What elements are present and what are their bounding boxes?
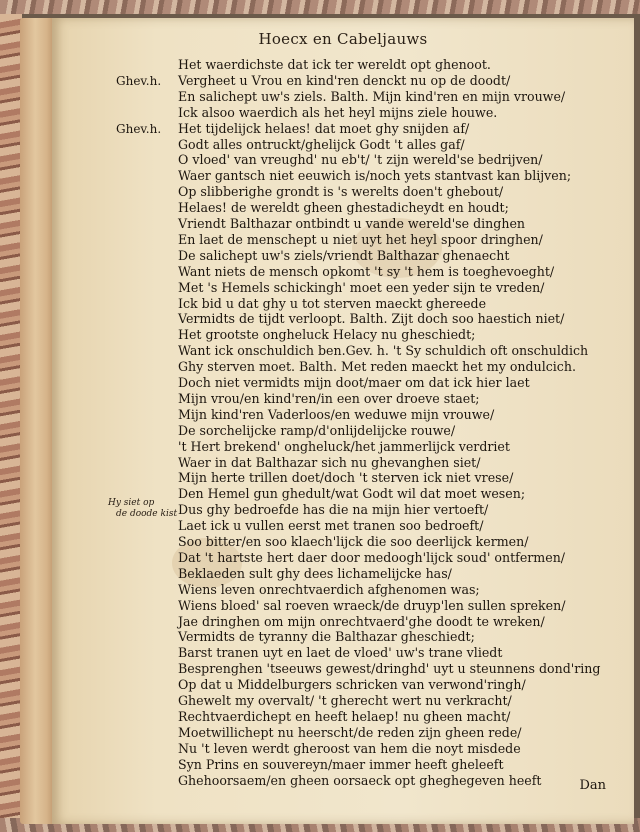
verse-text: Op dat u Middelburgers schricken van verwond'ringh/ <box>178 677 526 693</box>
verse-text: Het grootste ongheluck Helacy nu gheschiedt; <box>178 327 476 343</box>
verse-text: Waer gantsch niet eeuwich is/noch yets stantvast kan blijven; <box>178 168 572 184</box>
verse-text: Ghy sterven moet. Balth. Met reden maeckt het my ondulcich. <box>178 359 576 375</box>
verse-text: Het waerdichste dat ick ter wereldt opt ghenoot. <box>178 57 491 72</box>
verse-text: Ghewelt my overvalt/ 't gherecht wert nu verkracht/ <box>178 693 512 708</box>
verse-text: O vloed' van vreughd' nu eb't/ 't zijn wereld'se bedrijven/ <box>178 152 543 168</box>
verse-text: Want ick onschuldich ben.Gev. h. 't Sy schuldich oft onschuldich <box>178 343 589 359</box>
verse-text: Helaes! de wereldt gheen ghestadicheydt en houdt; <box>178 200 509 216</box>
verse-text: Vriendt Balthazar ontbindt u vande wereld'se dinghen <box>178 216 526 231</box>
verse-text: Ick bid u dat ghy u tot sterven maeckt ghereede <box>178 295 487 311</box>
speaker-label: Ghev.h. <box>116 73 162 88</box>
verse-text: Mijn herte trillen doet/doch 't sterven ick niet vrese/ <box>178 470 514 486</box>
verse-text: Mijn kind'ren Vaderloos/en weduwe mijn vrouwe/ <box>178 406 495 422</box>
verse-text: Waer in dat Balthazar sich nu ghevanghen siet/ <box>178 454 481 470</box>
verse-text: Soo bitter/en soo klaech'lijck die soo deerlijck kermen/ <box>178 534 529 549</box>
verse-text: En salichept uw's ziels. Balth. Mijn kind'ren en mijn vrouwe/ <box>178 88 566 104</box>
verse-text: Moetwillichept nu heerscht/de reden zijn gheen rede/ <box>178 724 522 740</box>
verse-line <box>52 772 634 790</box>
verse-text: Op slibberighe grondt is 's werelts doen't ghebout/ <box>178 184 504 200</box>
verse-text: Want niets de mensch opkomt 't sy 't hem is toeghevoeght/ <box>178 263 555 279</box>
verse-text: Beklaeden sult ghy dees lichamelijcke has/ <box>178 565 452 581</box>
verse-text: De salichept uw's ziels/vriendt Balthazar ghenaecht <box>178 247 510 263</box>
verse-text: Syn Prins en souvereyn/maer immer heeft gheleeft <box>178 756 504 772</box>
verse-text: Doch niet vermidts mijn doot/maer om dat ick hier laet <box>178 375 530 390</box>
verse-text: Wiens bloed' sal roeven wraeck/de druyp'len sullen spreken/ <box>178 597 566 613</box>
verse-text: Den Hemel gun ghedult/wat Godt wil dat moet wesen; <box>178 486 526 502</box>
verse-text: Met 's Hemels schickingh' moet een yeder sijn te vreden/ <box>178 279 545 295</box>
verse-text: De sorchelijcke ramp/d'onlijdelijcke rouwe/ <box>178 422 456 438</box>
verse-text: Nu 't leven werdt gheroost van hem die noyt misdede <box>178 740 521 756</box>
verse-text: En laet de menschept u niet uyt het heyl spoor dringhen/ <box>178 231 543 247</box>
verse-text: Vermidts de tijdt verloopt. Balth. Zijt doch soo haestich niet/ <box>178 311 565 327</box>
verse-text: Vergheet u Vrou en kind'ren denckt nu op de doodt/ <box>178 72 511 88</box>
verse-text: Besprenghen 'tseeuws gewest/dringhd' uyt u steunnens dond'ring <box>178 661 601 677</box>
margin-note-line-2: de doode kist <box>116 509 178 519</box>
running-head: Hoecx en Cabeljauws <box>258 30 428 48</box>
verse-text: Mijn vrou/en kind'ren/in een over droeve staet; <box>178 390 480 406</box>
verse-text: Wiens leven onrechtvaerdich afghenomen was; <box>178 581 480 597</box>
marbled-edge-top <box>0 0 640 14</box>
marbled-endpaper-left <box>0 0 22 832</box>
verse-text: Laet ick u vullen eerst met tranen soo bedroeft/ <box>178 518 484 534</box>
verse-text: 't Hert brekend' ongheluck/het jammerlijck verdriet <box>178 438 510 454</box>
verse-text: Ick alsoo waerdich als het heyl mijns ziele houwe. <box>178 104 498 120</box>
verse-text: Vermidts de tyranny die Balthazar gheschiedt; <box>178 629 475 645</box>
verse-text: Rechtvaerdichept en heeft helaep! nu gheen macht/ <box>178 708 511 724</box>
margin-note-line-1: Hy siet op <box>108 498 155 508</box>
verse-text: Ghehoorsaem/en gheen oorsaeck opt gheghegeven heeft <box>178 772 542 788</box>
verse-text: Barst tranen uyt en laet de vloed' uw's trane vliedt <box>178 645 503 661</box>
verse-text: Dus ghy bedroefde has die na mijn hier vertoeft/ <box>178 502 489 518</box>
catchword: Dan <box>579 778 606 793</box>
verse-text: Het tijdelijck helaes! dat moet ghy snijden af/ <box>178 120 470 136</box>
verse-text: Godt alles ontruckt/ghelijck Godt 't alles gaf/ <box>178 136 465 152</box>
book-page <box>52 18 634 824</box>
speaker-label: Ghev.h. <box>116 121 162 136</box>
verse-text: Dat 't hartste hert daer door medoogh'lijck soud' ontfermen/ <box>178 549 566 565</box>
verse-text: Jae dringhen om mijn onrechtvaerd'ghe doodt te wreken/ <box>178 613 545 629</box>
